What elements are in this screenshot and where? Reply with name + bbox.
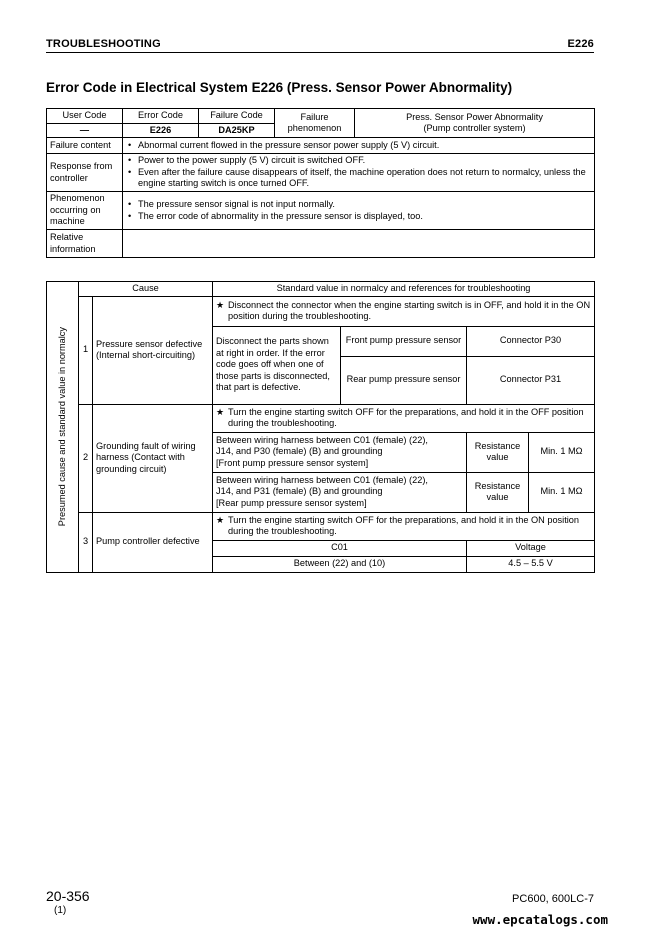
vertical-label-text: Presumed cause and standard value in normalcy bbox=[56, 327, 67, 527]
section-header: TROUBLESHOOTING bbox=[46, 38, 161, 50]
failure-phenomenon-header: Failure phenomenon bbox=[275, 109, 355, 138]
cause-2-row-1 bbox=[213, 432, 467, 472]
cause-2-instruction-text: Turn the engine starting switch OFF for the preparations, and hold it in the OFF position during the troubleshooting. bbox=[228, 406, 584, 428]
cause-2-row-2-line-2: J14, and P31 (female) (B) and grounding bbox=[216, 486, 383, 497]
connector-p31: Connector P31 bbox=[467, 356, 595, 404]
phenomenon-line2: (Pump controller system) bbox=[423, 123, 526, 133]
header-error-code: E226 bbox=[567, 38, 594, 50]
machine-item-1: • The pressure sensor signal is not input normally. bbox=[126, 199, 591, 211]
cause-2-row-1-line-1: Between wiring harness between C01 (female) (22), bbox=[216, 434, 428, 445]
model-name: PC600, 600LC-7 bbox=[512, 893, 594, 905]
cause-1-instruction bbox=[213, 296, 595, 326]
response-value bbox=[123, 154, 595, 192]
relative-info-label: Relative information bbox=[47, 230, 123, 258]
cause-2-row-1-line-3: [Front pump pressure sensor system] bbox=[216, 457, 369, 468]
cause-1-number: 1 bbox=[79, 296, 93, 404]
revision-number: (1) bbox=[54, 905, 67, 916]
voltage-value: 4.5 – 5.5 V bbox=[467, 556, 595, 572]
star-icon: ★ bbox=[216, 514, 225, 525]
page-title: Error Code in Electrical System E226 (Press. Sensor Power Abnormality) bbox=[46, 80, 513, 95]
page-number: 20-356 bbox=[46, 888, 90, 904]
front-pump-sensor: Front pump pressure sensor bbox=[341, 326, 467, 356]
cause-1-note: Disconnect the parts shown at right in order. If the error code goes off when one of those parts is disconnected, that part is defective. bbox=[213, 326, 341, 404]
failure-content-label: Failure content bbox=[47, 138, 123, 154]
failure-content-item: • Abnormal current flowed in the pressure sensor power supply (5 V) circuit. bbox=[126, 140, 591, 152]
rear-pump-sensor: Rear pump pressure sensor bbox=[341, 356, 467, 404]
presumed-cause-vertical-label bbox=[47, 282, 79, 573]
phenomenon-line1: Press. Sensor Power Abnormality bbox=[406, 111, 543, 122]
resistance-label-1: Resistance value bbox=[467, 432, 529, 472]
cause-2-text: Grounding fault of wiring harness (Contact with grounding circuit) bbox=[93, 404, 213, 512]
cause-3-instruction-text: Turn the engine starting switch OFF for the preparations, and hold it in the ON position during the troubleshooting. bbox=[228, 514, 580, 536]
cause-2-row-1-line-2: J14, and P30 (female) (B) and grounding bbox=[216, 446, 383, 457]
cause-2-row-2-line-3: [Rear pump pressure sensor system] bbox=[216, 497, 367, 508]
header-rule bbox=[46, 52, 594, 53]
c01-header bbox=[213, 540, 467, 556]
response-item-2: • Even after the failure cause disappears of itself, the machine operation does not return to normalcy, unless the engine starting switch is once turned OFF. bbox=[126, 167, 591, 190]
cause-3-instruction bbox=[213, 512, 595, 540]
relative-info-value bbox=[123, 230, 595, 258]
between-22-10: Between (22) and (10) bbox=[213, 556, 467, 572]
cause-2-number: 2 bbox=[79, 404, 93, 512]
c01-header-text: C01 bbox=[331, 542, 348, 553]
response-item-1: • Power to the power supply (5 V) circuit is switched OFF. bbox=[126, 155, 591, 167]
watermark-url: www.epcatalogs.com bbox=[472, 912, 608, 927]
cause-1-instruction-text: Disconnect the connector when the engine starting switch is in OFF, and hold it in the ON position during the troubleshooting. bbox=[228, 299, 591, 321]
cause-2-row-2 bbox=[213, 472, 467, 512]
resistance-min-1: Min. 1 MΩ bbox=[529, 432, 595, 472]
failure-phenomenon-value bbox=[355, 109, 595, 138]
failure-code-value: DA25KP bbox=[199, 123, 275, 138]
cause-header: Cause bbox=[79, 282, 213, 297]
cause-3-number: 3 bbox=[79, 512, 93, 572]
resistance-label-2: Resistance value bbox=[467, 472, 529, 512]
user-code-value: — bbox=[47, 123, 123, 138]
error-info-table bbox=[46, 108, 595, 258]
error-code-value: E226 bbox=[123, 123, 199, 138]
cause-2-instruction bbox=[213, 404, 595, 432]
user-code-header: User Code bbox=[47, 109, 123, 124]
cause-2-row-2-line-1: Between wiring harness between C01 (female) (22), bbox=[216, 474, 428, 485]
failure-content-value bbox=[123, 138, 595, 154]
standard-value-header: Standard value in normalcy and references for troubleshooting bbox=[213, 282, 595, 297]
response-label: Response from controller bbox=[47, 154, 123, 192]
cause-3-text: Pump controller defective bbox=[93, 512, 213, 572]
star-icon: ★ bbox=[216, 406, 225, 417]
voltage-header: Voltage bbox=[467, 540, 595, 556]
cause-table bbox=[46, 281, 595, 573]
phenomenon-machine-value bbox=[123, 192, 595, 230]
phenomenon-machine-label: Phenomenon occurring on machine bbox=[47, 192, 123, 230]
error-code-header: Error Code bbox=[123, 109, 199, 124]
connector-p30: Connector P30 bbox=[467, 326, 595, 356]
star-icon: ★ bbox=[216, 299, 225, 310]
machine-item-2: • The error code of abnormality in the pressure sensor is displayed, too. bbox=[126, 211, 591, 223]
failure-code-header: Failure Code bbox=[199, 109, 275, 124]
resistance-min-2: Min. 1 MΩ bbox=[529, 472, 595, 512]
cause-1-text: Pressure sensor defective (Internal short-circuiting) bbox=[93, 296, 213, 404]
